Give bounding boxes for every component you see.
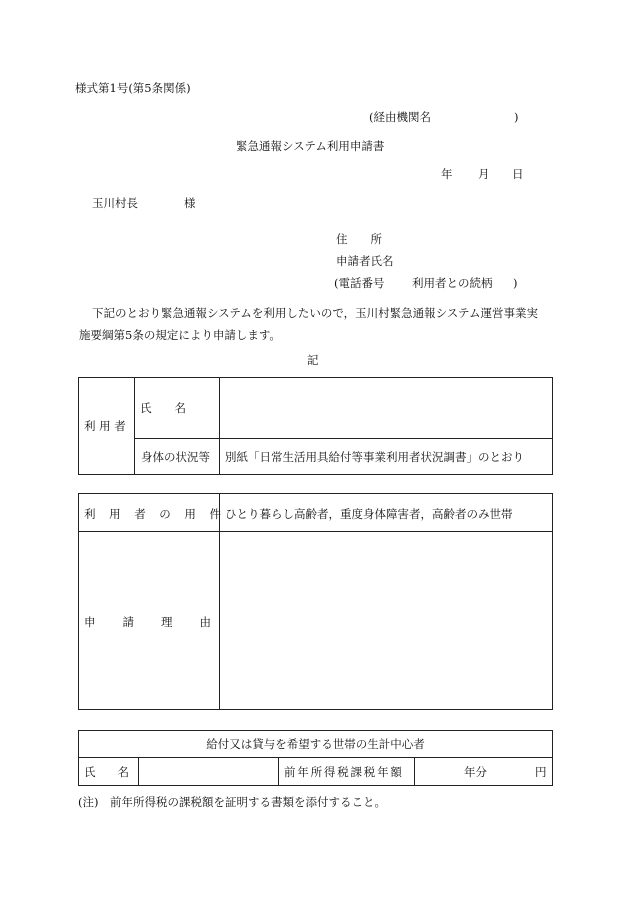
via-agency-close: ): [514, 110, 519, 124]
ki-heading: 記: [307, 353, 319, 367]
note: (注) 前年所得税の課税額を証明する書類を添付すること。: [78, 795, 386, 809]
year-unit: 年分: [464, 765, 487, 779]
date-year: 年: [441, 167, 453, 181]
condition-label: 身体の状況等: [141, 450, 210, 464]
household-header: 給付又は貸与を希望する世帯の生計中心者: [206, 737, 425, 751]
form-title: 緊急通報システム利用申請書: [236, 139, 385, 153]
requirement-label: 利用者の用件: [84, 507, 235, 521]
addressee-name: 玉川村長: [92, 196, 138, 210]
yen-unit: 円: [535, 765, 547, 779]
reason-label: 申請理由: [84, 615, 238, 629]
requirement-value: ひとり暮らし高齢者，重度身体障害者，高齢者のみ世帯: [225, 507, 513, 521]
via-agency-open: (経由機関名: [369, 110, 431, 124]
date-day: 日: [512, 167, 524, 181]
body-line-2: 施要綱第5条の規定により申請します。: [79, 328, 281, 342]
relation-label: 利用者との続柄: [412, 276, 493, 290]
body-line-1: 下記のとおり緊急通報システムを利用したいので，玉川村緊急通報システム運営事業実: [92, 306, 538, 320]
addressee-honorific: 様: [184, 196, 196, 210]
applicant-name-label: 申請者氏名: [336, 254, 394, 268]
date-month: 月: [478, 167, 490, 181]
applicant-close: ): [513, 276, 518, 290]
condition-value: 別紙「日常生活用具給付等事業利用者状況調書」のとおり: [225, 450, 524, 464]
household-name-label: 氏名: [84, 765, 151, 779]
user-group-label: 利 用 者: [84, 419, 126, 433]
requirement-table: [78, 493, 553, 710]
user-name-label: 氏 名: [140, 401, 186, 415]
phone-open: (電話番号: [334, 276, 385, 290]
address-label: 住 所: [336, 232, 382, 246]
tax-label: 前年所得税課税年額: [284, 765, 404, 779]
form-number: 様式第1号(第5条関係): [75, 81, 191, 95]
